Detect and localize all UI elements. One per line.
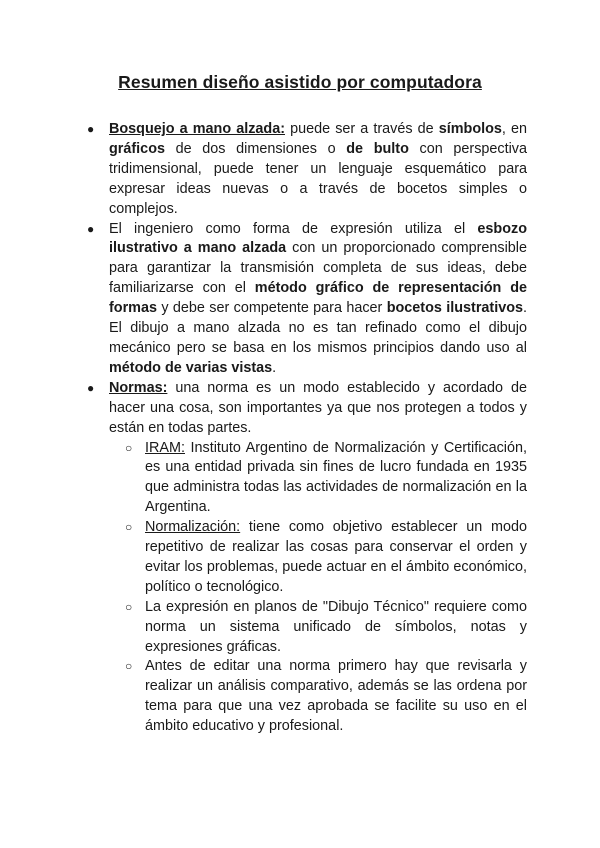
- item-text: y debe ser competente para hacer: [157, 300, 387, 317]
- bold-text: método gráfico de representación de formas: [109, 280, 527, 317]
- item-text: , en: [501, 121, 527, 137]
- circle-bullet-icon: ○: [125, 659, 133, 674]
- bullet-icon: ●: [87, 380, 95, 395]
- sub-item-normalizacion: [125, 518, 527, 598]
- bullet-icon: ●: [87, 122, 95, 136]
- bold-text: de bulto: [346, 140, 409, 157]
- circle-bullet-icon: ○: [125, 520, 133, 535]
- term-bosquejo: Bosquejo a mano alzada:: [109, 121, 285, 137]
- item-text: Antes de editar una norma primero hay que revisarla y realizar un análisis comparativo, además se las ordena por tema para que una vez aprobada se facilite su uso en el ámbito educativo y profesional.: [145, 658, 527, 735]
- circle-bullet-icon: ○: [125, 440, 133, 455]
- item-text: con un proporcionado comprensible para garantizar la transmisión completa de sus ideas, debe familiarizarse con el: [109, 240, 527, 297]
- item-text: .: [272, 359, 277, 376]
- sub-item-expresion: [125, 598, 527, 658]
- item-text: puede ser a través de: [285, 121, 439, 137]
- bold-text: esbozo ilustrativo a mano alzada: [109, 220, 527, 257]
- item-text: una norma es un modo establecido y acordado de hacer una cosa, son importantes ya que nos protegen a todos y están en todas partes.: [109, 379, 527, 436]
- sub-item-editar: [125, 657, 527, 737]
- item-text: con perspectiva tridimensional, puede tener un lenguaje esquemático para expresar ideas nuevas o a través de bocetos simples o complejos.: [109, 140, 527, 217]
- list-item-normas: [87, 379, 527, 737]
- sub-bullet-list: [109, 439, 527, 738]
- list-item-ingeniero: [87, 220, 528, 379]
- item-text: de dos dimensiones o: [164, 140, 347, 157]
- term-normas: Normas:: [109, 379, 168, 396]
- term-normalizacion: Normalización:: [145, 519, 241, 536]
- main-bullet-list: [87, 120, 528, 737]
- bold-text: método de varias vistas: [109, 359, 273, 376]
- bullet-icon: ●: [87, 221, 95, 236]
- item-text: Instituto Argentino de Normalización y Certificación, es una entidad privada sin fines de lucro fundada en 1935 que administra todas las actividades de normalización en la Argentina.: [145, 439, 527, 516]
- term-iram: IRAM:: [145, 439, 185, 456]
- page-title: Resumen diseño asistido por computadora: [118, 72, 482, 92]
- bold-text: bocetos ilustrativos: [386, 300, 524, 317]
- item-text: . El dibujo a mano alzada no es tan refinado como el dibujo mecánico pero se basa en los mismos principios dando uso al: [109, 300, 528, 356]
- bold-text: símbolos: [438, 121, 502, 137]
- item-text: El ingeniero como forma de expresión utiliza el: [109, 220, 478, 237]
- item-text: tiene como objetivo establecer un modo repetitivo de realizar las cosas para conservar el orden y evitar los problemas, puede actuar en el ámbito económico, político o tecnológico.: [145, 519, 527, 595]
- item-text: La expresión en planos de "Dibujo Técnico" requiere como norma un sistema unificado de símbolos, notas y expresiones gráficas.: [145, 598, 527, 655]
- circle-bullet-icon: ○: [125, 599, 133, 614]
- sub-item-iram: [125, 439, 527, 519]
- bold-text: gráficos: [109, 140, 165, 157]
- list-item-bosquejo: [87, 120, 527, 220]
